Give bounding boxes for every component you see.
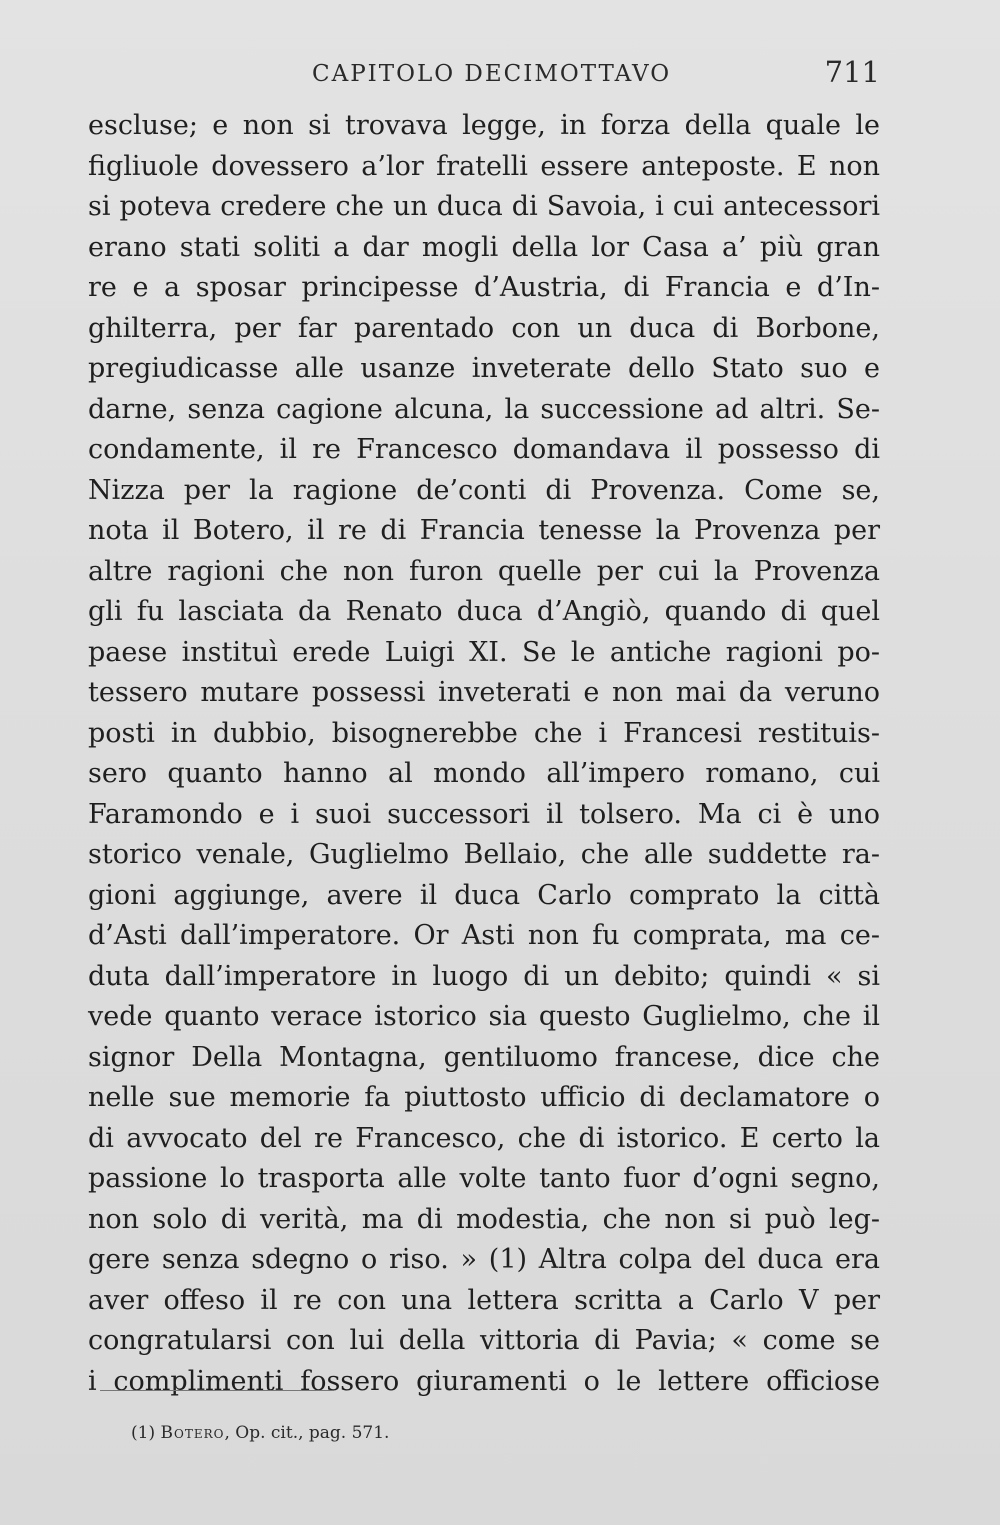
text-line-content: congratularsi con lui della vittoria di Pavia; « come se <box>88 1325 880 1356</box>
text-line-content: re e a sposar principesse d’Austria, di Francia e d’In- <box>88 272 880 303</box>
text-line-content: aver offeso il re con una lettera scritta a Carlo V per <box>88 1284 880 1316</box>
text-line <box>88 511 880 552</box>
footnote-separator <box>100 1390 334 1391</box>
text-line <box>88 673 880 714</box>
footnote-reference: , Op. cit., pag. 571. <box>224 1423 390 1443</box>
text-line <box>88 795 880 836</box>
text-line <box>88 309 880 350</box>
text-line-content: storico venale, Guglielmo Bellaio, che alle suddette ra- <box>88 839 880 870</box>
text-line-content: tessero mutare possessi inveterati e non mai da veruno <box>88 677 880 708</box>
text-line <box>88 835 880 876</box>
text-line-content: sero quanto hanno al mondo all’impero romano, cui <box>88 758 880 789</box>
text-line-content: gli fu lasciata da Renato duca d’Angiò, quando di quel <box>88 596 880 627</box>
text-line-content: di avvocato del re Francesco, che di istorico. E certo la <box>88 1122 880 1154</box>
text-line <box>88 1038 880 1079</box>
text-line <box>88 592 880 633</box>
text-line <box>88 1200 880 1241</box>
body-text <box>88 106 880 1402</box>
text-line <box>88 714 880 755</box>
text-line <box>88 552 880 593</box>
text-line <box>88 1159 880 1200</box>
text-line <box>88 268 880 309</box>
text-line <box>88 187 880 228</box>
text-line-content: figliuole dovessero a’lor fratelli essere anteposte. E non <box>88 150 880 182</box>
text-line-content: escluse; e non si trovava legge, in forza della quale le <box>88 110 880 141</box>
footnote <box>131 1423 389 1443</box>
text-line <box>88 754 880 795</box>
running-header <box>90 55 880 95</box>
text-line <box>88 916 880 957</box>
text-line-content: duta dall’imperatore in luogo di un debito; quindi « si <box>88 960 880 992</box>
text-line-content: nelle sue memorie fa piuttosto ufficio di declamatore o <box>88 1082 880 1113</box>
text-line-content: non solo di verità, ma di modestia, che non si può leg- <box>88 1203 880 1235</box>
text-line-content: si poteva credere che un duca di Savoia, i cui antecessori <box>88 191 880 222</box>
text-line <box>88 471 880 512</box>
text-line-content: condamente, il re Francesco domandava il possesso di <box>88 434 880 465</box>
text-line <box>88 1281 880 1322</box>
text-line <box>88 997 880 1038</box>
text-line <box>88 1362 880 1403</box>
text-line-content: vede quanto verace istorico sia questo Guglielmo, che il <box>88 1001 880 1032</box>
running-title: CAPITOLO DECIMOTTAVO <box>312 61 672 87</box>
text-line-content: erano stati soliti a dar mogli della lor Casa a’ più gran <box>88 231 880 263</box>
text-line <box>88 106 880 147</box>
text-line <box>88 430 880 471</box>
text-line <box>88 147 880 188</box>
text-line <box>88 1119 880 1160</box>
footnote-marker: (1) <box>131 1423 156 1443</box>
text-line-content: gioni aggiunge, avere il duca Carlo comprato la città <box>88 879 880 911</box>
text-line-content: i complimenti fossero giuramenti o le lettere officiose <box>88 1365 880 1397</box>
text-line <box>88 957 880 998</box>
text-line-content: d’Asti dall’imperatore. Or Asti non fu comprata, ma ce- <box>88 920 880 951</box>
text-line-content: paese instituì erede Luigi XI. Se le antiche ragioni po- <box>88 636 880 668</box>
text-line-content: posti in dubbio, bisognerebbe che i Francesi restituis- <box>88 717 880 749</box>
text-line-content: nota il Botero, il re di Francia tenesse la Provenza per <box>88 515 880 546</box>
text-line <box>88 228 880 269</box>
text-line-content: passione lo trasporta alle volte tanto fuor d’ogni segno, <box>88 1163 880 1194</box>
text-line-content: Nizza per la ragione de’conti di Provenza. Come se, <box>88 474 880 506</box>
text-line <box>88 1321 880 1362</box>
text-line <box>88 1240 880 1281</box>
text-line <box>88 390 880 431</box>
footnote-author: Botero <box>160 1423 225 1443</box>
text-line <box>88 876 880 917</box>
text-line-content: gere senza sdegno o riso. » (1) Altra colpa del duca era <box>88 1244 880 1275</box>
text-line <box>88 633 880 674</box>
page-number: 711 <box>824 55 880 89</box>
text-line-content: pregiudicasse alle usanze inveterate dello Stato suo e <box>88 353 880 384</box>
text-line-content: ghilterra, per far parentado con un duca di Borbone, <box>88 312 880 344</box>
text-line-content: Faramondo e i suoi successori il tolsero. Ma ci è uno <box>88 798 880 830</box>
text-line <box>88 1078 880 1119</box>
text-line-content: darne, senza cagione alcuna, la successione ad altri. Se- <box>88 393 880 425</box>
text-line <box>88 349 880 390</box>
text-line-content: altre ragioni che non furon quelle per cui la Provenza <box>88 555 880 587</box>
text-line-content: signor Della Montagna, gentiluomo francese, dice che <box>88 1041 880 1073</box>
